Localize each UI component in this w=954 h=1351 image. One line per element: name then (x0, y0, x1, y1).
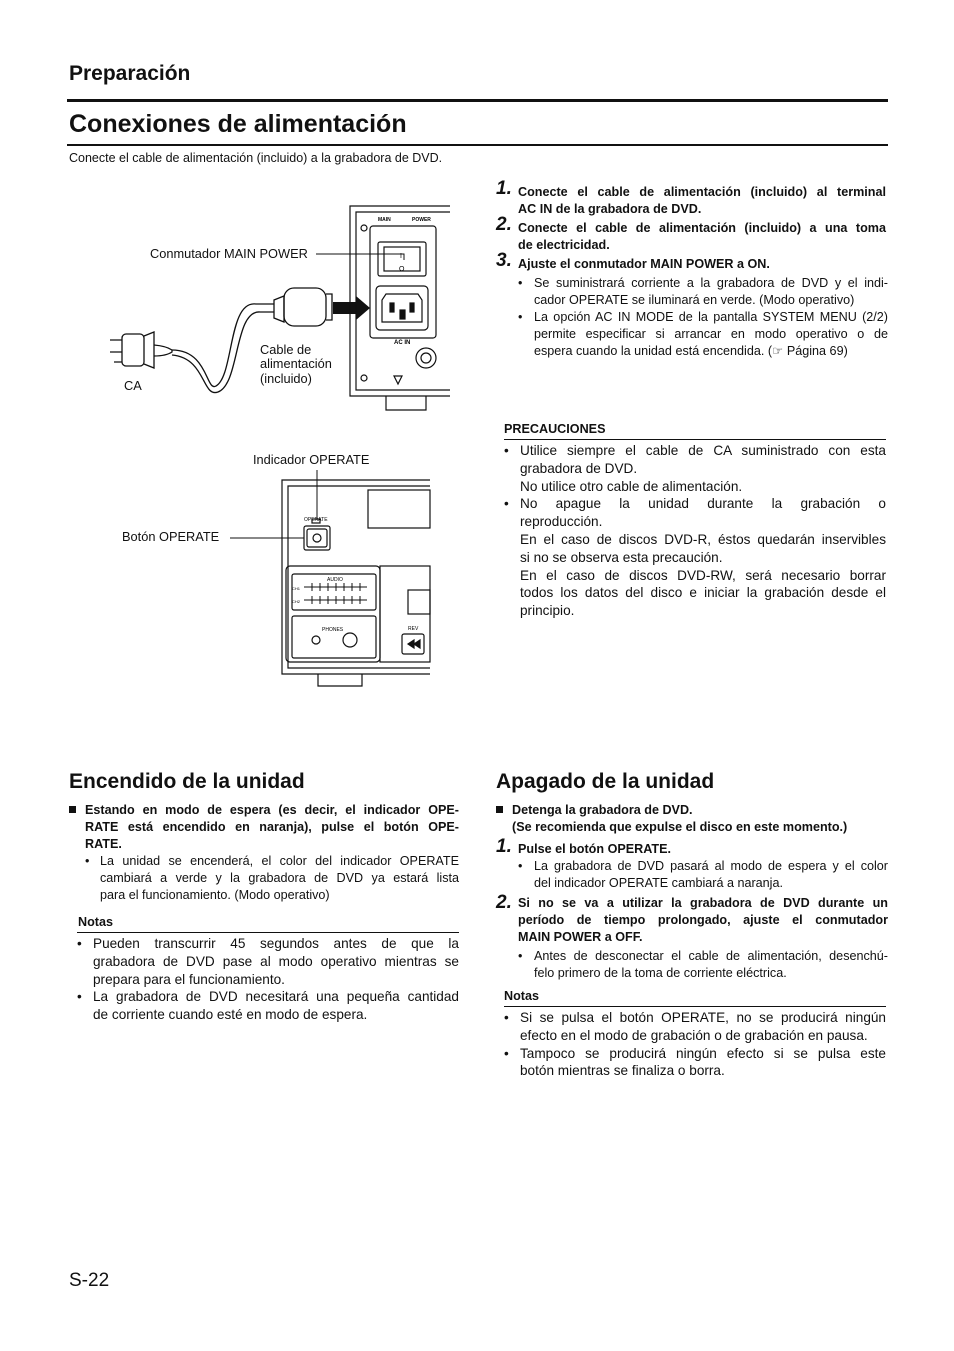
precaution-line: todos los datos del disco e iniciar la grabación desde el (520, 585, 886, 601)
bullet-line: del indicador OPERATE cambiará a naranja. (534, 876, 783, 890)
precaution-line: No apague la unidad durante la grabación o (520, 496, 886, 512)
step-2-line-2: de electricidad. (518, 238, 610, 252)
step-2-line-1: Conecte el cable de alimentación (incluido) a una toma (518, 221, 886, 235)
step-3 (496, 252, 888, 272)
precaution-line: si no se observa esta precaución. (520, 549, 723, 565)
bullet-line: permite especificar si arrancar en modo operativo o de (534, 327, 888, 341)
ch1-label: CH1 (292, 586, 301, 591)
step-1-number: 1. (496, 178, 512, 199)
rev-label: REV (408, 626, 419, 632)
bullet-line: La unidad se encenderá, el color del indicador OPERATE (100, 854, 459, 868)
precaution-line: En el caso de discos DVD-RW, será necesario borrar (520, 567, 886, 583)
step-text: Si no se va a utilizar la grabadora de DVD durante un (518, 896, 888, 910)
step-text: MAIN POWER a OFF. (518, 930, 643, 944)
precaution-item: • No apague la unidad durante la grabación o reproducción. En el caso de discos DVD-R, éstos quedarán inservibles si no se observa esta precaución. En el caso de discos DVD-RW, será necesario borrar todos los datos del disco e iniciar la grabación desde el principio. (504, 496, 886, 619)
power-on-heading: Encendido de la unidad (69, 770, 305, 793)
power-off-step-2 (496, 892, 888, 946)
main-power-switch-label: Conmutador MAIN POWER (150, 246, 308, 261)
bullet-line: espera cuando la unidad está encendida. (☞ Página 69) (534, 344, 848, 358)
precaution-line: principio. (520, 603, 575, 619)
note-line: efecto en el modo de grabación o de grabación en pausa. (520, 1027, 868, 1043)
step-number: 1. (496, 836, 512, 857)
square-bullet-icon (496, 806, 503, 813)
on-label: I (400, 253, 402, 260)
phones-label: PHONES (322, 627, 344, 633)
cable-label-3: (incluido) (260, 371, 312, 386)
power-off-section (496, 802, 888, 982)
ca-label: CA (124, 378, 142, 393)
precaution-item: • Utilice siempre el cable de CA suministrado con esta grabadora de DVD. No utilice otro cable de alimentación. (504, 443, 886, 494)
note-line: Pueden transcurrir 45 segundos antes de que la (93, 936, 459, 951)
power-label: POWER (412, 217, 431, 223)
power-on-bullet: • La unidad se encenderá, el color del indicador OPERATE cambiará a verde y la grabadora de DVD ya estará lista para el funcionamiento. (Modo operativo) (85, 854, 459, 902)
lead-line: Detenga la grabadora de DVD. (512, 803, 693, 817)
off-label: O (399, 266, 405, 273)
step-text: Pulse el botón OPERATE. (518, 842, 672, 856)
step-text: período de tiempo prolongado, ajuste el conmutador (518, 913, 888, 927)
power-on-notes-title: Notas (78, 915, 113, 929)
bullet-line: Se suministrará corriente a la grabadora de DVD y el indi- (534, 276, 888, 290)
note-line: Si se pulsa el botón OPERATE, no se producirá ningún (520, 1010, 886, 1025)
power-on-lead (69, 802, 459, 853)
note-line: de corriente cuando esté en modo de espera. (93, 1007, 368, 1023)
step-1-line-1: Conecte el cable de alimentación (incluido) al terminal (518, 185, 886, 199)
bullet-line: para el funcionamiento. (Modo operativo) (100, 888, 330, 902)
ac-in-label: AC IN (394, 340, 411, 346)
power-off-step-1 (496, 838, 888, 858)
step-2-number: 2. (496, 214, 512, 235)
step-1-line-2: AC IN de la grabadora de DVD. (518, 202, 702, 216)
bullet-line: Antes de desconectar el cable de alimentación, desenchú- (534, 949, 888, 963)
precaution-line: Utilice siempre el cable de CA suministrado con esta (520, 443, 886, 458)
power-cable-line (172, 304, 274, 387)
lead-line: Estando en modo de espera (es decir, el indicador OPE- (85, 803, 459, 817)
ch2-label: CH2 (292, 599, 301, 604)
bullet-line: La opción AC IN MODE de la pantalla SYSTEM MENU (2/2) (534, 310, 888, 324)
precautions-rule (504, 439, 886, 440)
insert-arrow-icon (333, 296, 370, 320)
step-1 (496, 180, 888, 216)
header-rule (67, 99, 888, 102)
note-item: • Si se pulsa el botón OPERATE, no se producirá ningún efecto en el modo de grabación o de grabación en pausa. (504, 1010, 886, 1043)
bullet-line: cambiará a verde y la grabadora de DVD ya estará lista (100, 871, 459, 885)
power-on-section (69, 802, 459, 904)
front-panel-illustration (282, 480, 430, 686)
main-power-leader (316, 254, 404, 260)
power-on-notes-rule (77, 932, 459, 933)
lead-line: (Se recomienda que expulse el disco en este momento.) (512, 820, 848, 834)
power-off-step-1-bullet: • La grabadora de DVD pasará al modo de espera y el color del indicador OPERATE cambiará a naranja. (518, 859, 888, 890)
ac-plug-illustration (110, 332, 172, 368)
audio-label: AUDIO (327, 577, 343, 583)
precaution-line: reproducción. (520, 514, 603, 530)
step-2 (496, 216, 888, 252)
front-panel-diagram (230, 470, 432, 690)
step-3-number: 3. (496, 250, 512, 271)
ac-connector-illustration (274, 288, 332, 326)
bullet-line: cador OPERATE se iluminará en verde. (Modo operativo) (534, 293, 855, 307)
note-line: Tampoco se producirá ningún efecto si se pulsa este (520, 1045, 886, 1061)
cable-label-1: Cable de (260, 342, 312, 357)
precaution-line: No utilice otro cable de alimentación. (520, 478, 743, 494)
operate-button-label: Botón OPERATE (122, 529, 220, 544)
bullet-line: felo primero de la toma de corriente eléctrica. (534, 966, 787, 980)
step-number: 2. (496, 892, 512, 913)
power-off-notes-title: Notas (504, 989, 539, 1003)
bullet-item: • La opción AC IN MODE de la pantalla SYSTEM MENU (2/2) permite especificar si arrancar en modo operativo o de espera cuando la unidad está encendida. (☞ Página 69) (518, 310, 888, 358)
intro-text: Conecte el cable de alimentación (incluido) a la grabadora de DVD. (69, 151, 443, 165)
connection-steps (496, 180, 888, 272)
note-item: • Tampoco se producirá ningún efecto si se pulsa este botón mientras se finaliza o borra. (504, 1045, 886, 1079)
page-number: S-22 (69, 1270, 110, 1291)
precaution-line: grabadora de DVD. (520, 460, 638, 476)
title-rule (67, 144, 888, 146)
section-heading: Preparación (69, 62, 191, 85)
operate-indicator-label: Indicador OPERATE (253, 452, 370, 467)
note-line: botón mientras se finaliza o borra. (520, 1063, 725, 1079)
power-off-notes (504, 1009, 886, 1080)
power-off-step-2-bullet: • Antes de desconectar el cable de alimentación, desenchú- felo primero de la toma de corriente eléctrica. (518, 949, 888, 980)
step-3-bullets (518, 275, 888, 360)
note-item: • Pueden transcurrir 45 segundos antes de que la grabadora de DVD pase al modo operativo mientras se prepara para el funcionamiento. (77, 936, 459, 987)
power-off-notes-rule (504, 1006, 886, 1007)
note-item: • La grabadora de DVD necesitará una pequeña cantidad de corriente cuando esté en modo de espera. (77, 989, 459, 1023)
page-title: Conexiones de alimentación (69, 110, 407, 138)
note-line: grabadora de DVD pase al modo operativo mientras se (93, 953, 459, 969)
step-3-line-1: Ajuste el conmutador MAIN POWER a ON. (518, 257, 770, 271)
main-label: MAIN (378, 217, 391, 223)
lead-line: RATE. (85, 837, 122, 851)
power-off-lead (496, 802, 888, 836)
cable-label-2: alimentación (260, 356, 332, 371)
precautions-title: PRECAUCIONES (504, 422, 606, 436)
operate-panel-label: OPERATE (304, 517, 328, 523)
power-off-heading: Apagado de la unidad (496, 770, 715, 793)
square-bullet-icon (69, 806, 76, 813)
power-on-notes (77, 935, 459, 1024)
note-line: La grabadora de DVD necesitará una pequeña cantidad (93, 989, 459, 1005)
bullet-item: • Se suministrará corriente a la grabadora de DVD y el indi- cador OPERATE se iluminará en verde. (Modo operativo) (518, 276, 888, 307)
precautions-list (504, 442, 886, 620)
precaution-line: En el caso de discos DVD-R, éstos quedarán inservibles (520, 531, 886, 547)
note-line: prepara para el funcionamiento. (93, 971, 285, 987)
lead-line: RATE está encendido en naranja), pulse el botón OPE- (85, 820, 459, 834)
bullet-line: La grabadora de DVD pasará al modo de espera y el color (534, 859, 888, 873)
